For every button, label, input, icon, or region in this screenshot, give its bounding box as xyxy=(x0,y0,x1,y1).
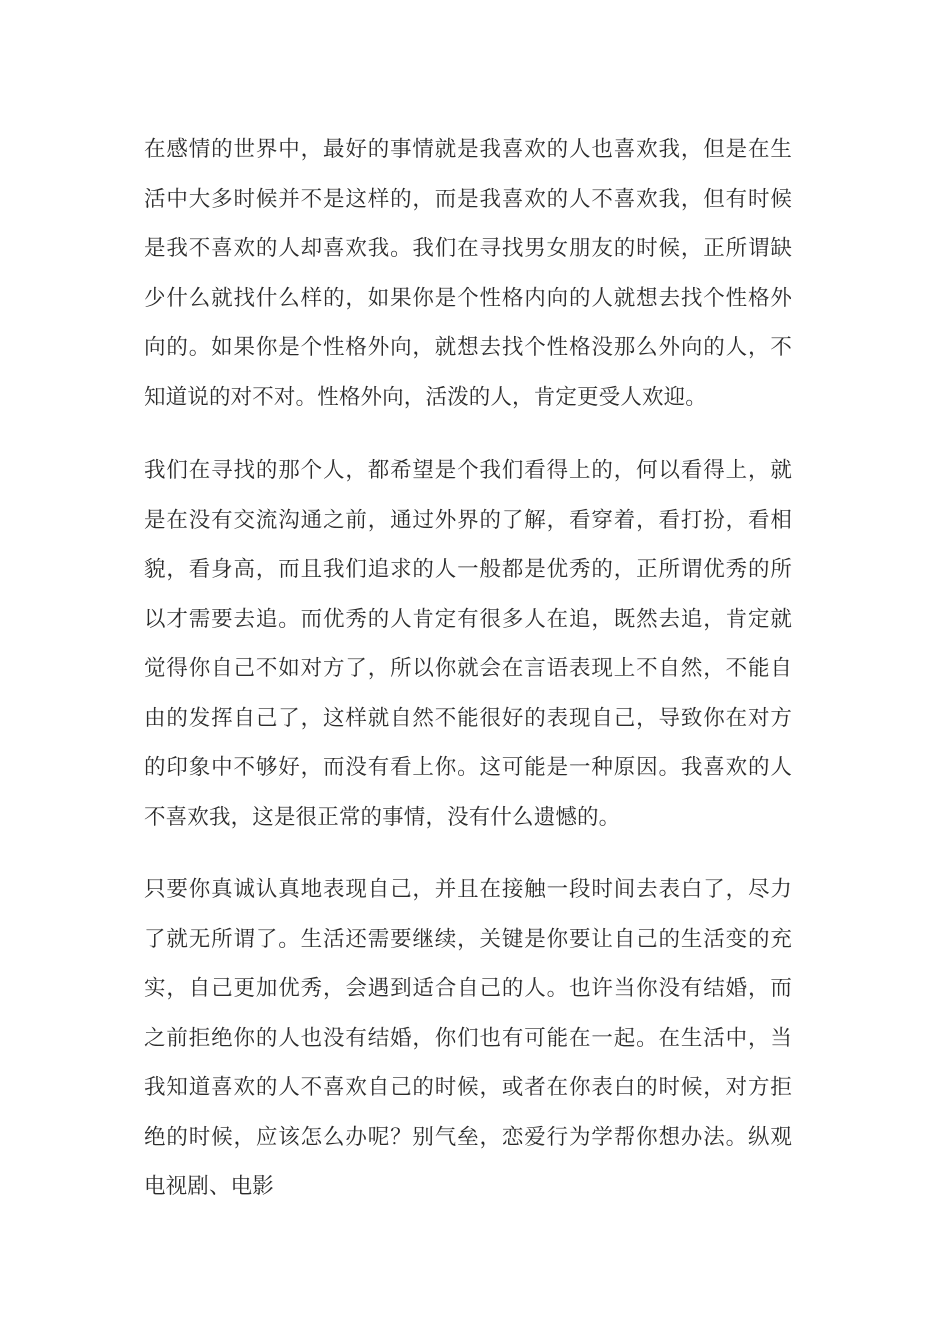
paragraph: 我们在寻找的那个人，都希望是个我们看得上的，何以看得上，就是在没有交流沟通之前，通过外界的了解，看穿着，看打扮，看相貌，看身高，而且我们追求的人一般都是优秀的，正所谓优秀的所以才需要去追。而优秀的人肯定有很多人在追，既然去追，肯定就觉得你自己不如对方了，所以你就会在言语表现上不自然，不能自由的发挥自己了，这样就自然不能很好的表现自己，导致你在对方的印象中不够好，而没有看上你。这可能是一种原因。我喜欢的人不喜欢我，这是很正常的事情，没有什么遗憾的。 xyxy=(144,458,792,830)
article-body xyxy=(144,125,792,1212)
paragraph: 在感情的世界中，最好的事情就是我喜欢的人也喜欢我，但是在生活中大多时候并不是这样的，而是我喜欢的人不喜欢我，但有时候是我不喜欢的人却喜欢我。我们在寻找男女朋友的时候，正所谓缺少什么就找什么样的，如果你是个性格内向的人就想去找个性格外向的。如果你是个性格外向，就想去找个性格没那么外向的人，不知道说的对不对。性格外向，活泼的人，肯定更受人欢迎。 xyxy=(144,137,792,410)
paragraph: 只要你真诚认真地表现自己，并且在接触一段时间去表白了，尽力了就无所谓了。生活还需要继续，关键是你要让自己的生活变的充实，自己更加优秀，会遇到适合自己的人。也许当你没有结婚，而之前拒绝你的人也没有结婚，你们也有可能在一起。在生活中，当我知道喜欢的人不喜欢自己的时候，或者在你表白的时候，对方拒绝的时候，应该怎么办呢？别气垒，恋爱行为学帮你想办法。纵观电视剧、电影 xyxy=(144,877,792,1199)
